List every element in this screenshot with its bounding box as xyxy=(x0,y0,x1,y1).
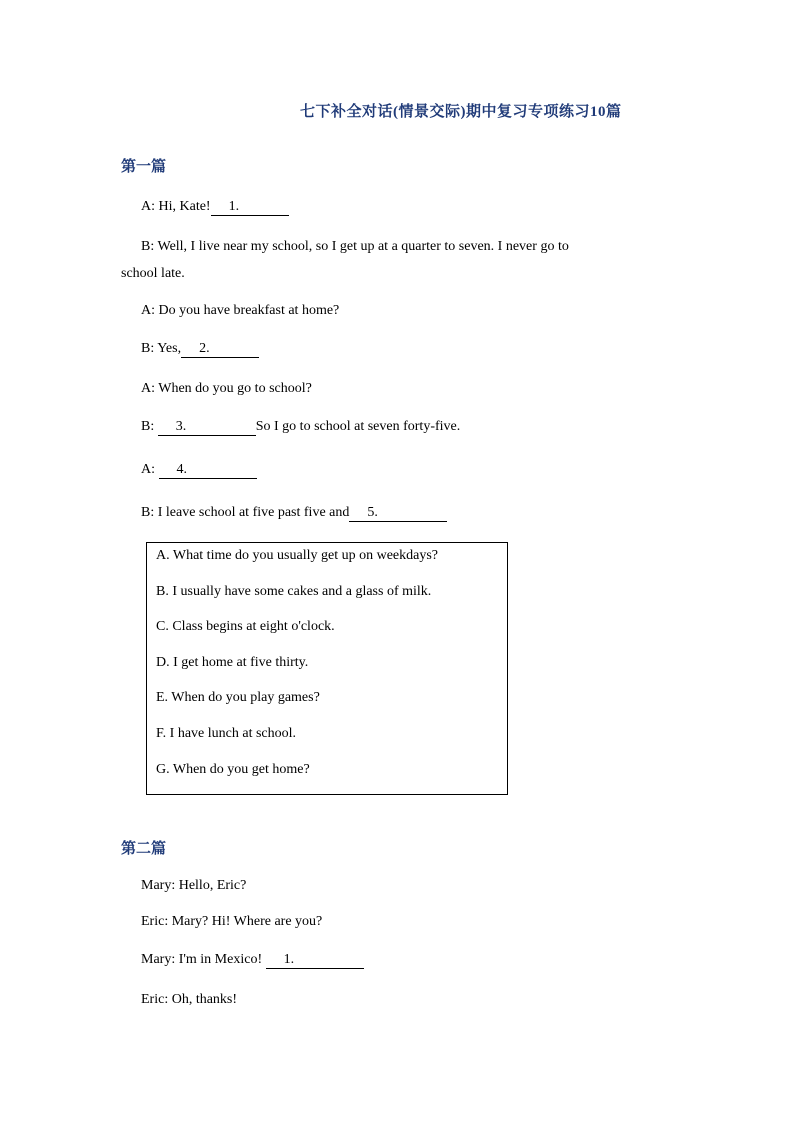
dialogue-line xyxy=(141,340,259,358)
dialogue-line xyxy=(141,504,447,522)
line-text: A: Hi, Kate! xyxy=(141,199,211,214)
dialogue-line: A: Do you have breakfast at home? xyxy=(141,303,340,318)
option-e: E. When do you play games? xyxy=(156,690,320,705)
options-box xyxy=(146,542,508,795)
dialogue-line-continued: school late. xyxy=(121,266,185,281)
line-text: Mary: I'm in Mexico! xyxy=(141,952,266,967)
dialogue-line xyxy=(141,198,289,216)
line-text: B: I leave school at five past five and xyxy=(141,505,350,520)
answer-blank: 3. xyxy=(158,419,256,436)
dialogue-line xyxy=(141,461,257,479)
line-text: B: xyxy=(141,419,158,434)
section-heading-1: 第一篇 xyxy=(121,159,167,175)
option-g: G. When do you get home? xyxy=(156,762,310,777)
option-a: A. What time do you usually get up on weekdays? xyxy=(156,548,439,563)
line-text: B: Yes, xyxy=(141,341,182,356)
option-c: C. Class begins at eight o'clock. xyxy=(156,619,335,634)
answer-blank: 1. xyxy=(266,952,364,969)
dialogue-line: Mary: Hello, Eric? xyxy=(141,878,247,893)
answer-blank: 1. xyxy=(211,199,289,216)
option-d: D. I get home at five thirty. xyxy=(156,655,309,670)
dialogue-line: Eric: Oh, thanks! xyxy=(141,992,238,1007)
line-text: A: xyxy=(141,462,159,477)
answer-blank: 4. xyxy=(159,462,257,479)
dialogue-line xyxy=(141,418,460,436)
dialogue-line xyxy=(141,951,364,969)
section-heading-2: 第二篇 xyxy=(121,841,167,857)
option-b: B. I usually have some cakes and a glass of milk. xyxy=(156,584,432,599)
document-title: 七下补全对话(情景交际)期中复习专项练习10篇 xyxy=(300,104,622,120)
answer-blank: 2. xyxy=(181,341,259,358)
dialogue-line: B: Well, I live near my school, so I get up at a quarter to seven. I never go to xyxy=(141,239,569,254)
option-f: F. I have lunch at school. xyxy=(156,726,297,741)
answer-blank: 5. xyxy=(349,505,447,522)
dialogue-line: A: When do you go to school? xyxy=(141,381,312,396)
dialogue-line: Eric: Mary? Hi! Where are you? xyxy=(141,914,323,929)
line-text-after: So I go to school at seven forty-five. xyxy=(255,419,461,434)
